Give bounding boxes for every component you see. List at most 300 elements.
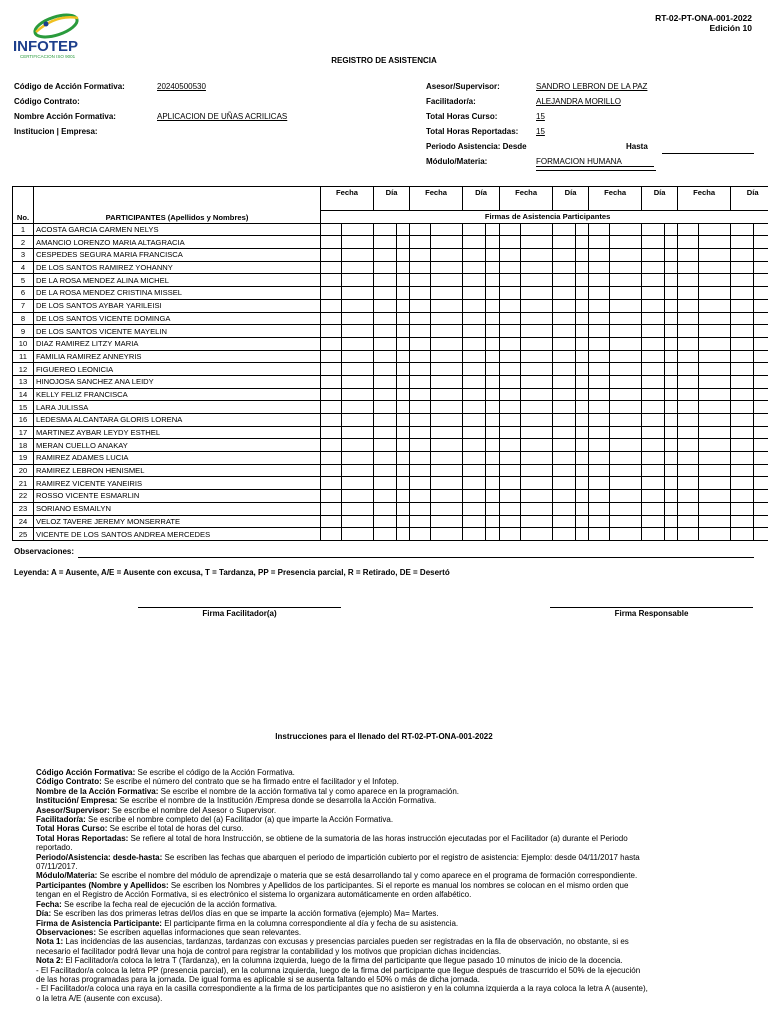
signature-cell[interactable] xyxy=(410,414,431,427)
signature-cell[interactable] xyxy=(397,236,410,249)
signature-cell[interactable] xyxy=(576,414,589,427)
signature-cell[interactable] xyxy=(374,464,397,477)
signature-cell[interactable] xyxy=(521,414,553,427)
signature-cell[interactable] xyxy=(463,375,486,388)
signature-cell[interactable] xyxy=(731,515,754,528)
signature-cell[interactable] xyxy=(500,249,521,262)
signature-cell[interactable] xyxy=(397,414,410,427)
signature-cell[interactable] xyxy=(576,490,589,503)
signature-cell[interactable] xyxy=(410,236,431,249)
signature-cell[interactable] xyxy=(754,439,768,452)
signature-cell[interactable] xyxy=(731,350,754,363)
signature-cell[interactable] xyxy=(754,426,768,439)
signature-cell[interactable] xyxy=(731,439,754,452)
signature-cell[interactable] xyxy=(678,477,699,490)
signature-cell[interactable] xyxy=(486,452,500,465)
signature-cell[interactable] xyxy=(397,223,410,236)
signature-cell[interactable] xyxy=(610,439,642,452)
signature-cell[interactable] xyxy=(397,452,410,465)
signature-cell[interactable] xyxy=(678,274,699,287)
signature-cell[interactable] xyxy=(342,452,374,465)
signature-cell[interactable] xyxy=(500,515,521,528)
signature-cell[interactable] xyxy=(731,287,754,300)
signature-cell[interactable] xyxy=(500,337,521,350)
signature-cell[interactable] xyxy=(521,401,553,414)
signature-cell[interactable] xyxy=(610,401,642,414)
signature-cell[interactable] xyxy=(576,515,589,528)
signature-cell[interactable] xyxy=(665,414,678,427)
signature-cell[interactable] xyxy=(731,363,754,376)
signature-cell[interactable] xyxy=(610,363,642,376)
signature-cell[interactable] xyxy=(463,477,486,490)
signature-cell[interactable] xyxy=(321,236,342,249)
signature-cell[interactable] xyxy=(342,515,374,528)
signature-cell[interactable] xyxy=(553,261,576,274)
signature-cell[interactable] xyxy=(431,223,463,236)
signature-cell[interactable] xyxy=(321,502,342,515)
signature-cell[interactable] xyxy=(731,414,754,427)
signature-cell[interactable] xyxy=(410,490,431,503)
signature-cell[interactable] xyxy=(665,312,678,325)
signature-cell[interactable] xyxy=(486,528,500,541)
signature-cell[interactable] xyxy=(431,325,463,338)
signature-cell[interactable] xyxy=(397,401,410,414)
signature-cell[interactable] xyxy=(589,464,610,477)
signature-cell[interactable] xyxy=(431,299,463,312)
signature-cell[interactable] xyxy=(754,236,768,249)
signature-cell[interactable] xyxy=(665,287,678,300)
signature-cell[interactable] xyxy=(731,375,754,388)
signature-cell[interactable] xyxy=(589,350,610,363)
signature-cell[interactable] xyxy=(397,426,410,439)
signature-cell[interactable] xyxy=(576,375,589,388)
signature-cell[interactable] xyxy=(463,515,486,528)
signature-cell[interactable] xyxy=(610,528,642,541)
signature-cell[interactable] xyxy=(463,439,486,452)
signature-cell[interactable] xyxy=(521,388,553,401)
signature-cell[interactable] xyxy=(699,388,731,401)
signature-cell[interactable] xyxy=(431,477,463,490)
signature-cell[interactable] xyxy=(321,350,342,363)
signature-cell[interactable] xyxy=(699,401,731,414)
signature-cell[interactable] xyxy=(410,528,431,541)
signature-cell[interactable] xyxy=(678,363,699,376)
signature-cell[interactable] xyxy=(321,528,342,541)
signature-cell[interactable] xyxy=(665,350,678,363)
signature-cell[interactable] xyxy=(699,223,731,236)
signature-cell[interactable] xyxy=(553,490,576,503)
signature-cell[interactable] xyxy=(410,477,431,490)
signature-cell[interactable] xyxy=(699,249,731,262)
signature-cell[interactable] xyxy=(486,401,500,414)
signature-cell[interactable] xyxy=(321,452,342,465)
signature-cell[interactable] xyxy=(678,464,699,477)
signature-cell[interactable] xyxy=(754,325,768,338)
signature-cell[interactable] xyxy=(500,299,521,312)
signature-cell[interactable] xyxy=(665,261,678,274)
signature-cell[interactable] xyxy=(665,477,678,490)
signature-cell[interactable] xyxy=(463,223,486,236)
signature-cell[interactable] xyxy=(699,528,731,541)
signature-cell[interactable] xyxy=(500,236,521,249)
signature-cell[interactable] xyxy=(410,464,431,477)
signature-cell[interactable] xyxy=(342,325,374,338)
signature-cell[interactable] xyxy=(397,502,410,515)
signature-cell[interactable] xyxy=(576,236,589,249)
signature-cell[interactable] xyxy=(610,337,642,350)
signature-cell[interactable] xyxy=(610,426,642,439)
signature-cell[interactable] xyxy=(610,477,642,490)
signature-cell[interactable] xyxy=(374,490,397,503)
signature-cell[interactable] xyxy=(678,502,699,515)
signature-cell[interactable] xyxy=(321,261,342,274)
signature-cell[interactable] xyxy=(397,363,410,376)
signature-cell[interactable] xyxy=(521,236,553,249)
signature-cell[interactable] xyxy=(642,439,665,452)
signature-cell[interactable] xyxy=(731,261,754,274)
signature-cell[interactable] xyxy=(699,464,731,477)
signature-cell[interactable] xyxy=(642,223,665,236)
signature-cell[interactable] xyxy=(374,528,397,541)
signature-cell[interactable] xyxy=(553,452,576,465)
signature-cell[interactable] xyxy=(486,388,500,401)
signature-cell[interactable] xyxy=(342,337,374,350)
signature-cell[interactable] xyxy=(431,502,463,515)
signature-cell[interactable] xyxy=(553,312,576,325)
signature-cell[interactable] xyxy=(699,299,731,312)
signature-cell[interactable] xyxy=(642,515,665,528)
signature-cell[interactable] xyxy=(678,350,699,363)
signature-cell[interactable] xyxy=(589,325,610,338)
signature-cell[interactable] xyxy=(589,223,610,236)
signature-cell[interactable] xyxy=(321,287,342,300)
signature-cell[interactable] xyxy=(678,439,699,452)
signature-cell[interactable] xyxy=(431,375,463,388)
signature-cell[interactable] xyxy=(321,312,342,325)
signature-cell[interactable] xyxy=(754,388,768,401)
signature-cell[interactable] xyxy=(321,363,342,376)
signature-cell[interactable] xyxy=(754,401,768,414)
signature-cell[interactable] xyxy=(374,452,397,465)
signature-cell[interactable] xyxy=(610,312,642,325)
signature-cell[interactable] xyxy=(553,325,576,338)
signature-cell[interactable] xyxy=(699,274,731,287)
signature-cell[interactable] xyxy=(678,312,699,325)
signature-cell[interactable] xyxy=(500,350,521,363)
signature-cell[interactable] xyxy=(589,375,610,388)
signature-cell[interactable] xyxy=(665,439,678,452)
signature-cell[interactable] xyxy=(678,325,699,338)
signature-cell[interactable] xyxy=(699,261,731,274)
signature-cell[interactable] xyxy=(431,439,463,452)
signature-cell[interactable] xyxy=(374,312,397,325)
signature-cell[interactable] xyxy=(410,388,431,401)
signature-cell[interactable] xyxy=(754,452,768,465)
signature-cell[interactable] xyxy=(731,502,754,515)
signature-cell[interactable] xyxy=(731,223,754,236)
signature-cell[interactable] xyxy=(576,274,589,287)
signature-cell[interactable] xyxy=(699,490,731,503)
signature-cell[interactable] xyxy=(610,249,642,262)
signature-cell[interactable] xyxy=(576,261,589,274)
signature-cell[interactable] xyxy=(642,325,665,338)
signature-cell[interactable] xyxy=(463,426,486,439)
signature-cell[interactable] xyxy=(665,299,678,312)
signature-cell[interactable] xyxy=(500,439,521,452)
signature-cell[interactable] xyxy=(642,299,665,312)
signature-cell[interactable] xyxy=(642,312,665,325)
signature-cell[interactable] xyxy=(500,452,521,465)
signature-cell[interactable] xyxy=(342,223,374,236)
signature-cell[interactable] xyxy=(642,249,665,262)
signature-cell[interactable] xyxy=(576,337,589,350)
signature-cell[interactable] xyxy=(678,515,699,528)
signature-cell[interactable] xyxy=(321,249,342,262)
signature-cell[interactable] xyxy=(463,363,486,376)
signature-cell[interactable] xyxy=(731,299,754,312)
signature-cell[interactable] xyxy=(731,274,754,287)
signature-cell[interactable] xyxy=(754,464,768,477)
signature-cell[interactable] xyxy=(576,502,589,515)
firma-responsable-line[interactable] xyxy=(550,607,753,608)
signature-cell[interactable] xyxy=(610,490,642,503)
signature-cell[interactable] xyxy=(678,223,699,236)
signature-cell[interactable] xyxy=(678,337,699,350)
signature-cell[interactable] xyxy=(754,375,768,388)
signature-cell[interactable] xyxy=(610,274,642,287)
signature-cell[interactable] xyxy=(431,452,463,465)
signature-cell[interactable] xyxy=(589,337,610,350)
signature-cell[interactable] xyxy=(397,299,410,312)
signature-cell[interactable] xyxy=(589,502,610,515)
signature-cell[interactable] xyxy=(374,502,397,515)
signature-cell[interactable] xyxy=(642,477,665,490)
signature-cell[interactable] xyxy=(342,502,374,515)
signature-cell[interactable] xyxy=(397,528,410,541)
signature-cell[interactable] xyxy=(665,325,678,338)
signature-cell[interactable] xyxy=(731,325,754,338)
signature-cell[interactable] xyxy=(610,515,642,528)
signature-cell[interactable] xyxy=(342,261,374,274)
signature-cell[interactable] xyxy=(553,287,576,300)
signature-cell[interactable] xyxy=(731,528,754,541)
signature-cell[interactable] xyxy=(521,426,553,439)
signature-cell[interactable] xyxy=(521,464,553,477)
signature-cell[interactable] xyxy=(754,312,768,325)
signature-cell[interactable] xyxy=(731,249,754,262)
signature-cell[interactable] xyxy=(576,350,589,363)
signature-cell[interactable] xyxy=(699,375,731,388)
signature-cell[interactable] xyxy=(665,464,678,477)
signature-cell[interactable] xyxy=(642,464,665,477)
signature-cell[interactable] xyxy=(486,249,500,262)
signature-cell[interactable] xyxy=(521,363,553,376)
signature-cell[interactable] xyxy=(642,350,665,363)
signature-cell[interactable] xyxy=(642,528,665,541)
signature-cell[interactable] xyxy=(553,375,576,388)
signature-cell[interactable] xyxy=(665,223,678,236)
signature-cell[interactable] xyxy=(589,287,610,300)
signature-cell[interactable] xyxy=(321,464,342,477)
signature-cell[interactable] xyxy=(610,502,642,515)
signature-cell[interactable] xyxy=(576,464,589,477)
signature-cell[interactable] xyxy=(486,274,500,287)
firma-facilitador-line[interactable] xyxy=(138,607,341,608)
signature-cell[interactable] xyxy=(731,236,754,249)
signature-cell[interactable] xyxy=(321,223,342,236)
signature-cell[interactable] xyxy=(500,312,521,325)
signature-cell[interactable] xyxy=(731,312,754,325)
signature-cell[interactable] xyxy=(410,426,431,439)
signature-cell[interactable] xyxy=(500,388,521,401)
signature-cell[interactable] xyxy=(642,375,665,388)
signature-cell[interactable] xyxy=(500,490,521,503)
total-horas-curso-value[interactable]: 15 xyxy=(536,112,545,121)
signature-cell[interactable] xyxy=(665,426,678,439)
signature-cell[interactable] xyxy=(500,274,521,287)
signature-cell[interactable] xyxy=(431,249,463,262)
signature-cell[interactable] xyxy=(642,502,665,515)
signature-cell[interactable] xyxy=(463,490,486,503)
signature-cell[interactable] xyxy=(678,490,699,503)
total-horas-reportadas-value[interactable]: 15 xyxy=(536,127,545,136)
signature-cell[interactable] xyxy=(576,287,589,300)
signature-cell[interactable] xyxy=(431,490,463,503)
signature-cell[interactable] xyxy=(463,464,486,477)
signature-cell[interactable] xyxy=(553,502,576,515)
signature-cell[interactable] xyxy=(463,299,486,312)
signature-cell[interactable] xyxy=(553,401,576,414)
signature-cell[interactable] xyxy=(374,401,397,414)
signature-cell[interactable] xyxy=(553,439,576,452)
signature-cell[interactable] xyxy=(589,401,610,414)
signature-cell[interactable] xyxy=(342,490,374,503)
signature-cell[interactable] xyxy=(610,414,642,427)
signature-cell[interactable] xyxy=(678,375,699,388)
signature-cell[interactable] xyxy=(374,414,397,427)
signature-cell[interactable] xyxy=(589,363,610,376)
signature-cell[interactable] xyxy=(397,312,410,325)
signature-cell[interactable] xyxy=(553,363,576,376)
signature-cell[interactable] xyxy=(397,261,410,274)
signature-cell[interactable] xyxy=(431,426,463,439)
signature-cell[interactable] xyxy=(374,261,397,274)
signature-cell[interactable] xyxy=(553,337,576,350)
signature-cell[interactable] xyxy=(642,337,665,350)
signature-cell[interactable] xyxy=(431,401,463,414)
signature-cell[interactable] xyxy=(463,528,486,541)
signature-cell[interactable] xyxy=(431,274,463,287)
signature-cell[interactable] xyxy=(678,236,699,249)
signature-cell[interactable] xyxy=(576,528,589,541)
signature-cell[interactable] xyxy=(642,401,665,414)
signature-cell[interactable] xyxy=(463,287,486,300)
signature-cell[interactable] xyxy=(699,236,731,249)
signature-cell[interactable] xyxy=(665,502,678,515)
asesor-value[interactable]: SANDRO LEBRON DE LA PAZ xyxy=(536,82,648,91)
signature-cell[interactable] xyxy=(410,274,431,287)
signature-cell[interactable] xyxy=(321,274,342,287)
signature-cell[interactable] xyxy=(576,477,589,490)
signature-cell[interactable] xyxy=(500,363,521,376)
signature-cell[interactable] xyxy=(665,375,678,388)
signature-cell[interactable] xyxy=(521,337,553,350)
signature-cell[interactable] xyxy=(754,363,768,376)
signature-cell[interactable] xyxy=(431,350,463,363)
signature-cell[interactable] xyxy=(410,299,431,312)
signature-cell[interactable] xyxy=(610,223,642,236)
signature-cell[interactable] xyxy=(553,223,576,236)
signature-cell[interactable] xyxy=(431,261,463,274)
signature-cell[interactable] xyxy=(374,426,397,439)
signature-cell[interactable] xyxy=(642,414,665,427)
signature-cell[interactable] xyxy=(342,312,374,325)
signature-cell[interactable] xyxy=(410,401,431,414)
observaciones-line[interactable] xyxy=(78,557,754,558)
signature-cell[interactable] xyxy=(521,452,553,465)
signature-cell[interactable] xyxy=(374,287,397,300)
signature-cell[interactable] xyxy=(342,236,374,249)
signature-cell[interactable] xyxy=(321,515,342,528)
signature-cell[interactable] xyxy=(576,452,589,465)
signature-cell[interactable] xyxy=(665,528,678,541)
signature-cell[interactable] xyxy=(321,439,342,452)
signature-cell[interactable] xyxy=(374,350,397,363)
signature-cell[interactable] xyxy=(500,426,521,439)
signature-cell[interactable] xyxy=(678,528,699,541)
signature-cell[interactable] xyxy=(665,515,678,528)
signature-cell[interactable] xyxy=(642,287,665,300)
signature-cell[interactable] xyxy=(754,528,768,541)
signature-cell[interactable] xyxy=(754,515,768,528)
signature-cell[interactable] xyxy=(486,337,500,350)
signature-cell[interactable] xyxy=(410,439,431,452)
signature-cell[interactable] xyxy=(521,502,553,515)
signature-cell[interactable] xyxy=(610,388,642,401)
signature-cell[interactable] xyxy=(642,452,665,465)
signature-cell[interactable] xyxy=(699,439,731,452)
signature-cell[interactable] xyxy=(665,337,678,350)
signature-cell[interactable] xyxy=(500,223,521,236)
signature-cell[interactable] xyxy=(431,464,463,477)
signature-cell[interactable] xyxy=(589,477,610,490)
signature-cell[interactable] xyxy=(521,515,553,528)
signature-cell[interactable] xyxy=(589,414,610,427)
signature-cell[interactable] xyxy=(553,236,576,249)
signature-cell[interactable] xyxy=(665,236,678,249)
signature-cell[interactable] xyxy=(589,490,610,503)
signature-cell[interactable] xyxy=(665,401,678,414)
signature-cell[interactable] xyxy=(553,274,576,287)
signature-cell[interactable] xyxy=(463,261,486,274)
signature-cell[interactable] xyxy=(410,325,431,338)
signature-cell[interactable] xyxy=(410,350,431,363)
signature-cell[interactable] xyxy=(463,350,486,363)
signature-cell[interactable] xyxy=(521,312,553,325)
signature-cell[interactable] xyxy=(374,375,397,388)
signature-cell[interactable] xyxy=(576,426,589,439)
signature-cell[interactable] xyxy=(553,528,576,541)
signature-cell[interactable] xyxy=(463,337,486,350)
signature-cell[interactable] xyxy=(486,490,500,503)
signature-cell[interactable] xyxy=(642,388,665,401)
signature-cell[interactable] xyxy=(486,312,500,325)
signature-cell[interactable] xyxy=(486,375,500,388)
signature-cell[interactable] xyxy=(589,249,610,262)
signature-cell[interactable] xyxy=(642,274,665,287)
signature-cell[interactable] xyxy=(342,477,374,490)
signature-cell[interactable] xyxy=(342,388,374,401)
